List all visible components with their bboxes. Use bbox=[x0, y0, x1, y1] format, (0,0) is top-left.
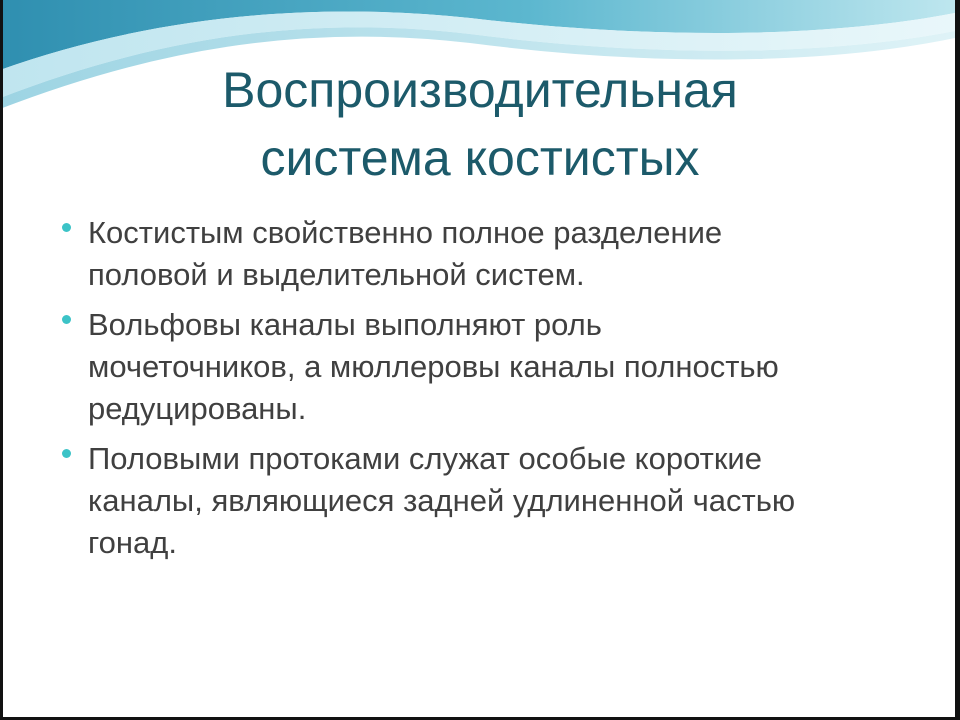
bullet-3-line-1: Половыми протоками служат особые короткие bbox=[88, 441, 762, 476]
bullet-2-line-3: редуцированы. bbox=[88, 391, 307, 426]
bullet-3-line-3: гонад. bbox=[88, 525, 177, 560]
slide-title-line-2: система костистых bbox=[260, 130, 700, 186]
slide-title-line-1: Воспроизводительная bbox=[222, 62, 738, 118]
bullet-1-line-1: Костистым свойственно полное разделение bbox=[88, 215, 723, 250]
bullet-item-1 bbox=[62, 212, 882, 296]
bullet-dot-icon bbox=[62, 315, 71, 324]
bullet-3-line-2: каналы, являющиеся задней удлиненной частью bbox=[88, 483, 796, 518]
bullet-list bbox=[62, 212, 882, 572]
bullet-2-line-2: мочеточников, а мюллеровы каналы полностью bbox=[88, 349, 779, 384]
bullet-2-line-1: Вольфовы каналы выполняют роль bbox=[88, 307, 602, 342]
bullet-dot-icon bbox=[62, 449, 71, 458]
bullet-1-line-2: половой и выделительной систем. bbox=[88, 257, 585, 292]
frame-border-right bbox=[955, 0, 960, 720]
slide-title bbox=[60, 56, 900, 192]
bullet-item-3 bbox=[62, 438, 882, 564]
frame-border-left bbox=[0, 0, 3, 720]
bullet-dot-icon bbox=[62, 223, 71, 232]
bullet-item-2 bbox=[62, 304, 882, 430]
